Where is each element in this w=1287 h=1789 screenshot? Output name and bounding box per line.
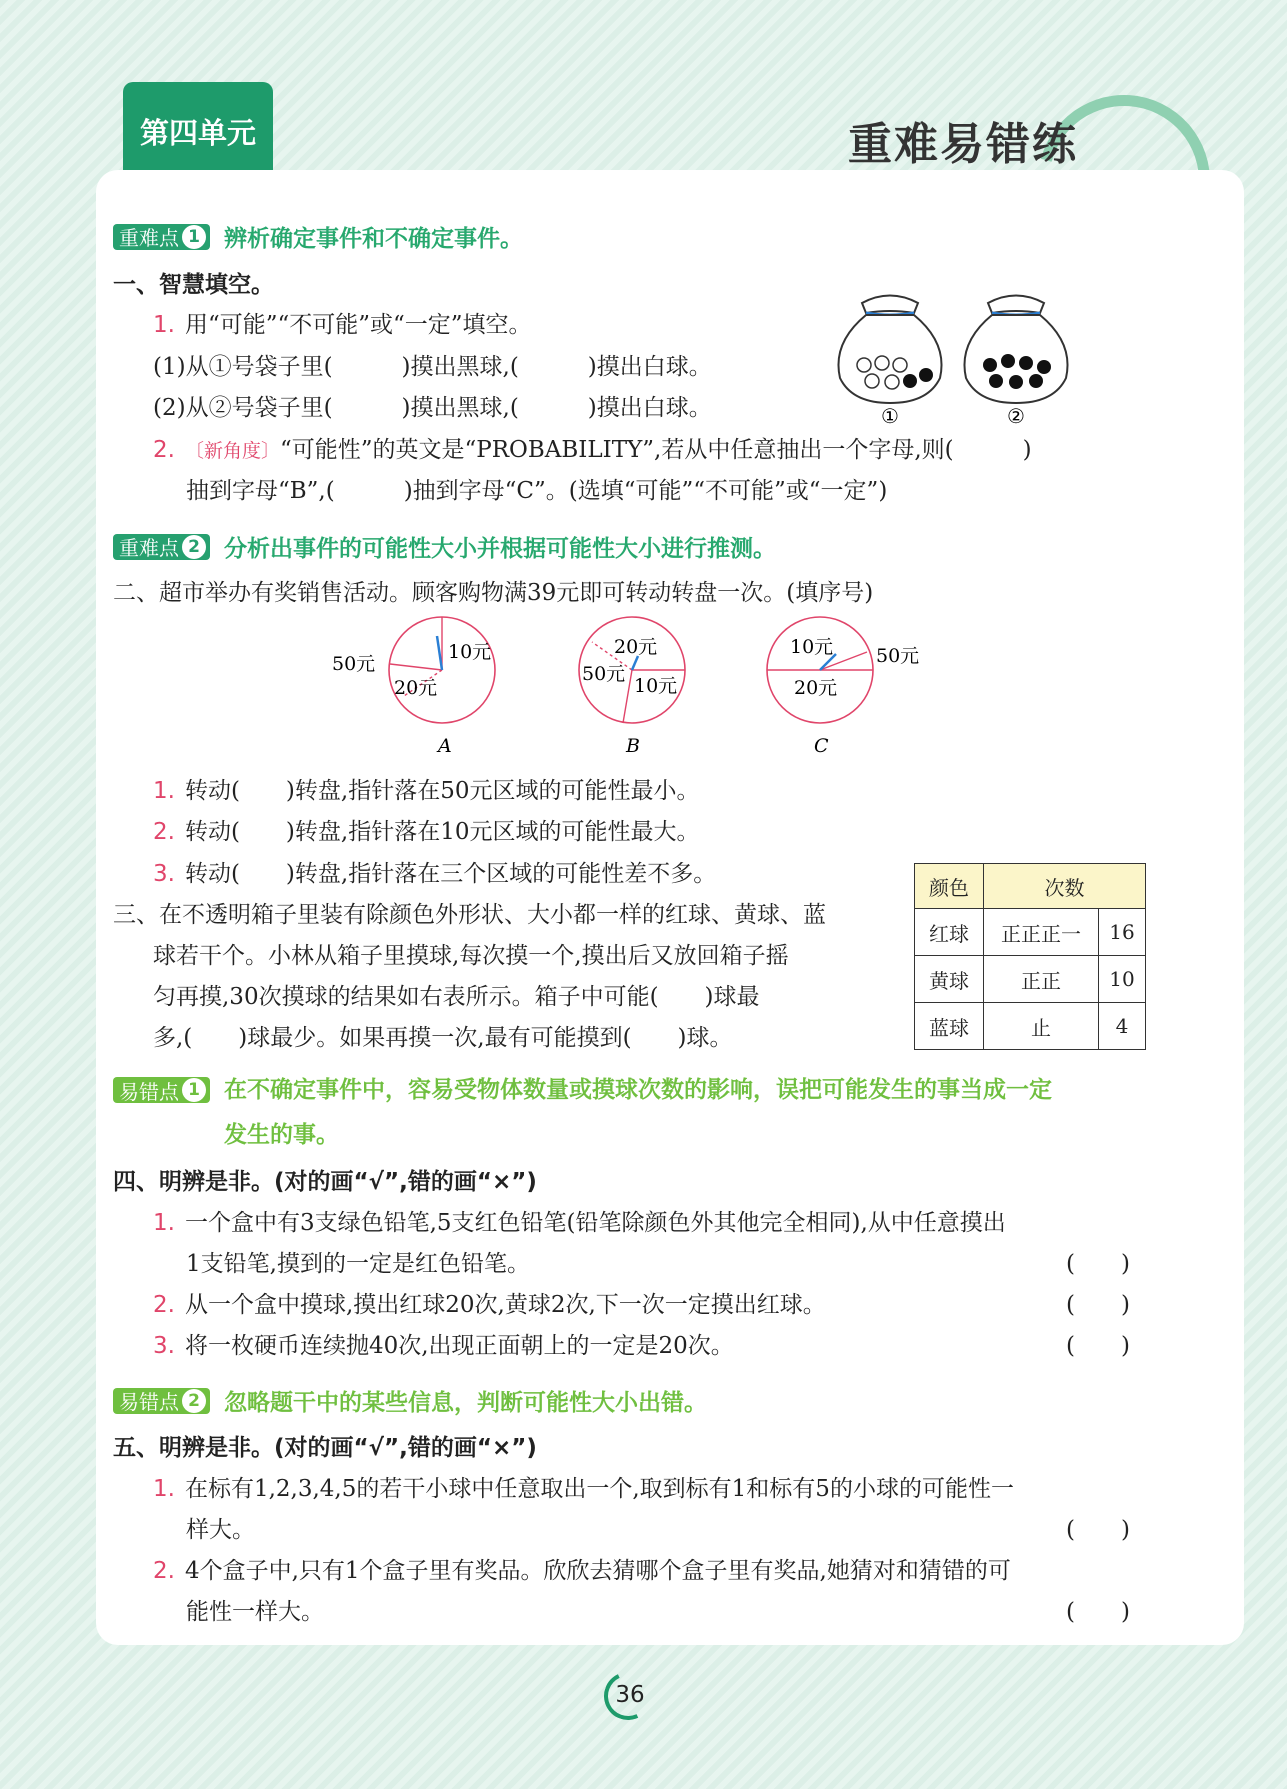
- header-color: 颜色: [915, 864, 984, 909]
- key-point-text: 分析出事件的可能性大小并根据可能性大小进行推测。: [224, 536, 776, 562]
- s2-q3: 3. 转动( )转盘,指针落在三个区域的可能性差不多。: [153, 861, 717, 887]
- error-point-text: 在不确定事件中，容易受物体数量或摸球次数的影响，误把可能发生的事当成一定 发生的事。: [224, 1077, 1052, 1148]
- error-point-tag: 易错点 1: [113, 1077, 210, 1103]
- key-point-1: [113, 220, 523, 253]
- section-1-title: 一、智慧填空。: [113, 272, 274, 298]
- header-count: 次数: [984, 864, 1146, 909]
- cell-count: 4: [1099, 1003, 1146, 1050]
- s5-q2a: 2. 4个盒子中,只有1个盒子里有奖品。欣欣去猜哪个盒子里有奖品,她猜对和猜错的可: [153, 1558, 1011, 1584]
- error-point-1: [113, 1077, 1052, 1158]
- answer-paren[interactable]: ( ): [1066, 1333, 1130, 1359]
- table-row: [915, 909, 1146, 956]
- cell-tally: 正正: [984, 956, 1099, 1003]
- s1-q2b: 抽到字母“B”,( )抽到字母“C”。(选填“可能”“不可能”或“一定”): [186, 478, 888, 504]
- key-point-text: 辨析确定事件和不确定事件。: [224, 226, 523, 252]
- s5-q1a: 1. 在标有1,2,3,4,5的若干小球中任意取出一个,取到标有1和标有5的小球的可能性一: [153, 1476, 1014, 1502]
- s3-line-4: 多,( )球最少。如果再摸一次,最有可能摸到( )球。: [153, 1025, 733, 1051]
- s4-q1b: 1支铅笔,摸到的一定是红色铅笔。: [186, 1251, 530, 1277]
- spinner-b-50: 50元: [582, 663, 626, 685]
- section-5-title: 五、明辨是非。(对的画“√”,错的画“×”): [113, 1435, 537, 1461]
- section-4-title: 四、明辨是非。(对的画“√”,错的画“×”): [113, 1169, 537, 1195]
- key-point-2: [113, 530, 776, 563]
- cell-tally: 止: [984, 1003, 1099, 1050]
- answer-paren[interactable]: ( ): [1066, 1599, 1130, 1625]
- s3-line-1: 三、在不透明箱子里装有除颜色外形状、大小都一样的红球、黄球、蓝: [113, 902, 826, 928]
- spinner-c-label: C: [814, 735, 829, 757]
- spinner-b: [579, 617, 685, 757]
- cell-tally: 正正正一: [984, 909, 1099, 956]
- bag-2-label: ②: [1007, 404, 1025, 428]
- s4-q2: 2. 从一个盒中摸球,摸出红球20次,黄球2次,下一次一定摸出红球。: [153, 1292, 826, 1318]
- cell-color: 蓝球: [915, 1003, 984, 1050]
- s2-q2: 2. 转动( )转盘,指针落在10元区域的可能性最大。: [153, 819, 700, 845]
- bag-2: [964, 296, 1067, 429]
- error-point-2: [113, 1384, 707, 1417]
- answer-paren[interactable]: ( ): [1066, 1292, 1130, 1318]
- s2-q1: 1. 转动( )转盘,指针落在50元区域的可能性最小。: [153, 778, 700, 804]
- table-row: [915, 1003, 1146, 1050]
- spinner-c: [767, 617, 919, 757]
- answer-paren[interactable]: ( ): [1066, 1517, 1130, 1543]
- bag-1-label: ①: [881, 404, 899, 428]
- cell-color: 红球: [915, 909, 984, 956]
- spinners-figure: [320, 612, 940, 762]
- s1-q1a: (1)从①号袋子里( )摸出黑球,( )摸出白球。: [153, 354, 712, 380]
- spinner-c-50: 50元: [876, 645, 920, 667]
- spinner-b-20: 20元: [614, 636, 658, 658]
- page-number: 36: [600, 1672, 660, 1718]
- table-row: [915, 956, 1146, 1003]
- key-point-tag: 重难点 2: [113, 534, 210, 560]
- s1-q1: 1. 用“可能”“不可能”或“一定”填空。: [153, 312, 532, 338]
- error-point-text: 忽略题干中的某些信息，判断可能性大小出错。: [224, 1390, 707, 1416]
- spinner-a-50: 50元: [332, 653, 376, 675]
- unit-tab: 第四单元: [123, 82, 273, 180]
- s5-q2b: 能性一样大。: [186, 1599, 324, 1625]
- section-2-title: 二、超市举办有奖销售活动。顾客购物满39元即可转动转盘一次。(填序号): [113, 580, 874, 606]
- bags-figure: [830, 283, 1080, 428]
- s3-line-3: 匀再摸,30次摸球的结果如右表所示。箱子中可能( )球最: [153, 984, 760, 1010]
- spinner-c-20: 20元: [794, 677, 838, 699]
- cell-count: 10: [1099, 956, 1146, 1003]
- cell-count: 16: [1099, 909, 1146, 956]
- key-point-tag: 重难点 1: [113, 224, 210, 250]
- page-title: 重难易错练: [848, 119, 1078, 170]
- answer-paren[interactable]: ( ): [1066, 1251, 1130, 1277]
- tally-table-header: [915, 864, 1146, 909]
- s1-q2: 2. 〔新角度〕“可能性”的英文是“PROBABILITY”,若从中任意抽出一个字母,则( ): [153, 437, 1032, 463]
- spinner-c-10: 10元: [790, 636, 834, 658]
- bag-1: [838, 296, 941, 429]
- tally-table: [914, 863, 1146, 1050]
- s1-q1b: (2)从②号袋子里( )摸出黑球,( )摸出白球。: [153, 395, 712, 421]
- spinner-a-20: 20元: [394, 677, 438, 699]
- s5-q1b: 样大。: [186, 1517, 255, 1543]
- spinner-a-10: 10元: [448, 641, 492, 663]
- s4-q1a: 1. 一个盒中有3支绿色铅笔,5支红色铅笔(铅笔除颜色外其他完全相同),从中任意摸出: [153, 1210, 1006, 1236]
- spinner-b-label: B: [626, 735, 640, 757]
- spinner-a-label: A: [438, 735, 452, 757]
- cell-color: 黄球: [915, 956, 984, 1003]
- spinner-b-10: 10元: [634, 675, 678, 697]
- s3-line-2: 球若干个。小林从箱子里摸球,每次摸一个,摸出后又放回箱子摇: [153, 943, 789, 969]
- spinner-a: [332, 617, 495, 757]
- error-point-tag: 易错点 2: [113, 1388, 210, 1414]
- s4-q3: 3. 将一枚硬币连续抛40次,出现正面朝上的一定是20次。: [153, 1333, 734, 1359]
